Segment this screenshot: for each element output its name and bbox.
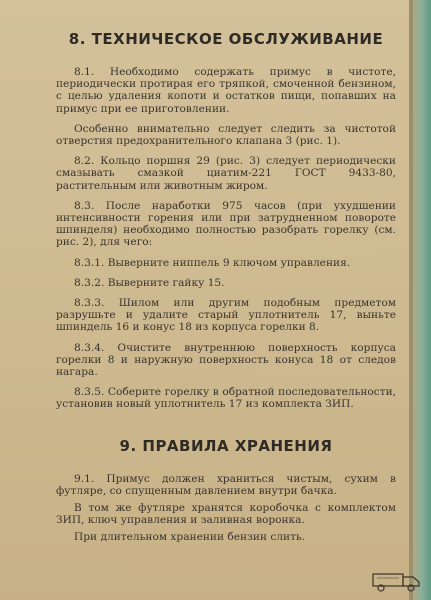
paragraph-8-3-2: 8.3.2. Выверните гайку 15. [74,276,225,289]
paragraph-8-1-note: Особенно внимательно следует следить за чистотой отверстия предохранительного клапана 3 (рис. 1). [56,122,396,148]
document-content [56,30,396,549]
paragraph-8-3-5: 8.3.5. Соберите горелку в обратной последовательности, установив новый уплотнитель 17 из комплекта ЗИП. [56,386,396,411]
truck-stamp-icon [369,566,425,594]
paragraph-9-1: 9.1. Примус должен храниться чистым, сухим в футляре, со спущенным давлением внутри бачка. [56,472,396,497]
paragraph-8-3-1: 8.3.1. Выверните ниппель 9 ключом управления. [74,256,351,269]
paragraph-8-3: 8.3. После наработки 975 часов (при ухудшении интенсивности горения или при затрудненном повороте шпинделя) необходимо полностью разобрать горелку (см. рис. 2), для чего: [56,199,396,249]
section-9-title: 9. ПРАВИЛА ХРАНЕНИЯ [119,436,333,455]
paragraph-8-3-3: 8.3.3. Шилом или другим подобным предметом разрушьте и удалите старый уплотнитель 17, выньте шпиндель 16 и конус 18 из корпуса горелки 8. [56,297,396,334]
paragraph-8-1: 8.1. Необходимо содержать примус в чистоте, периодически протирая его тряпкой, смоченной бензином, с целью удаления копоти и остатков пищи, попавших на примус при ее приготовлении. [56,66,396,115]
paragraph-8-2: 8.2. Кольцо поршня 29 (рис. 3) следует периодически смазывать смазкой циатим-221 ГОСТ 9433-80, растительным или животным жиром. [56,155,396,192]
paragraph-9-1-storage: При длительном хранении бензин слить. [74,531,306,544]
section-8-title: 8. ТЕХНИЧЕСКОЕ ОБСЛУЖИВАНИЕ [68,30,384,48]
page-edge [409,0,431,600]
paragraph-9-1-note: В том же футляре хранятся коробочка с комплектом ЗИП, ключ управления и заливная воронка. [56,502,396,527]
paragraph-8-3-4: 8.3.4. Очистите внутреннюю поверхность корпуса горелки 8 и наружную поверхность конуса 18 от следов нагара. [56,341,396,379]
